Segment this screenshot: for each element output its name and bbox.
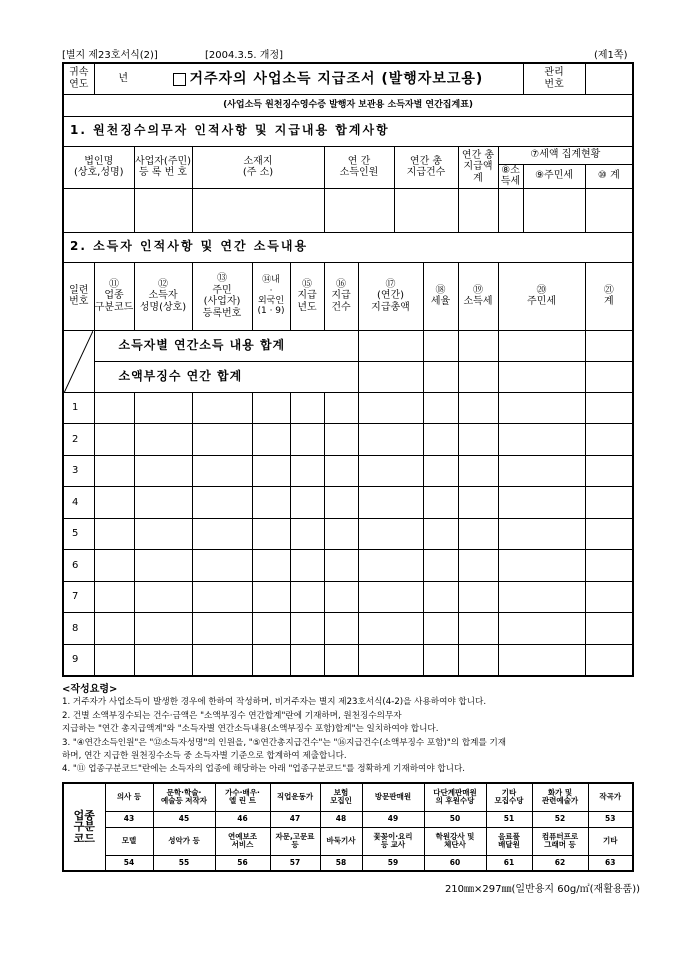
code-number: 57 xyxy=(270,855,320,871)
row-input-cell[interactable] xyxy=(585,581,633,613)
row-input-cell[interactable] xyxy=(324,581,358,613)
sum-row-resident-tax[interactable] xyxy=(498,330,585,361)
year-unit: 년 xyxy=(118,73,128,84)
page-number: (제1쪽) xyxy=(594,50,628,61)
small-sum-total[interactable] xyxy=(358,361,423,392)
table-row xyxy=(63,644,633,676)
table-row xyxy=(63,613,633,645)
row-input-cell[interactable] xyxy=(94,644,134,676)
sum-row-rate[interactable] xyxy=(423,330,458,361)
s1-col-income-tax: ⑧소득세 xyxy=(498,164,523,188)
code-name: 성악가 등 xyxy=(153,827,215,855)
code-number: 56 xyxy=(215,855,270,871)
mgmt-label xyxy=(523,63,585,94)
row-input-cell[interactable] xyxy=(290,518,324,550)
row-input-cell[interactable] xyxy=(290,392,324,424)
instructions xyxy=(62,683,642,777)
code-name: 바둑기사 xyxy=(320,827,362,855)
instruction-line: 지급하는 "연간 총지급액계"와 "소득자별 연간소득내용(소액부징수 포함)합계"는 일치하여야 합니다. xyxy=(62,724,439,735)
code-number: 45 xyxy=(153,811,215,827)
industry-code-table xyxy=(62,782,634,872)
form-id: [별지 제23호서식(2)] xyxy=(62,50,158,61)
row-input-cell[interactable] xyxy=(94,550,134,582)
s1-col-address: 소재지 (주 소) xyxy=(192,146,324,188)
row-input-cell[interactable] xyxy=(423,392,458,424)
code-name: 연예보조 서비스 xyxy=(215,827,270,855)
row-number: 2 xyxy=(63,424,94,456)
row-input-cell[interactable] xyxy=(192,581,252,613)
row-input-cell[interactable] xyxy=(252,581,290,613)
s1-tax-group: ⑦세액 집계현황 xyxy=(498,146,633,164)
code-number: 52 xyxy=(532,811,588,827)
row-input-cell[interactable] xyxy=(423,455,458,487)
row-input-cell[interactable] xyxy=(358,644,423,676)
s2-col-income-tax: ⑲ 소득세 xyxy=(458,262,498,330)
code-number: 49 xyxy=(362,811,424,827)
row-input-cell[interactable] xyxy=(192,487,252,519)
code-number: 62 xyxy=(532,855,588,871)
row-input-cell[interactable] xyxy=(134,581,192,613)
row-input-cell[interactable] xyxy=(498,487,585,519)
year-label xyxy=(63,63,94,94)
row-input-cell[interactable] xyxy=(585,644,633,676)
checkbox-icon[interactable] xyxy=(173,73,186,86)
row-number: 9 xyxy=(63,644,94,676)
code-name: 다단계판매원 의 후원수당 xyxy=(424,783,486,811)
sum-row-label: 소득자별 연간소득 내용 합계 xyxy=(94,330,358,361)
paper-spec: 210㎜×297㎜(일반용지 60g/㎡(재활용품)) xyxy=(444,884,640,895)
row-input-cell[interactable] xyxy=(498,424,585,456)
row-input-cell[interactable] xyxy=(94,581,134,613)
instructions-title: <작성요령> xyxy=(62,684,118,695)
code-number: 58 xyxy=(320,855,362,871)
s1-input-regno[interactable] xyxy=(134,188,192,232)
code-name: 자문,고문료 등 xyxy=(270,827,320,855)
row-input-cell[interactable] xyxy=(458,487,498,519)
row-input-cell[interactable] xyxy=(252,644,290,676)
code-name: 꽃꽂이·요리 등 교사 xyxy=(362,827,424,855)
small-sum-rate[interactable] xyxy=(423,361,458,392)
row-input-cell[interactable] xyxy=(290,550,324,582)
row-input-cell[interactable] xyxy=(192,392,252,424)
s1-data-row xyxy=(63,188,633,232)
row-input-cell[interactable] xyxy=(94,613,134,645)
instruction-line: 1. 거주자가 사업소득이 발생한 경우에 한하여 작성하며, 비거주자는 별지 제23호서식(4-2)을 사용하여야 합니다. xyxy=(62,697,487,708)
row-input-cell[interactable] xyxy=(423,644,458,676)
form-subtitle: (사업소득 원천징수영수증 발행자 보관용 소득자별 연간집계표) xyxy=(63,94,633,116)
code-name: 방문판매원 xyxy=(362,783,424,811)
year-label-1: 귀속 xyxy=(69,67,89,79)
s2-header-row xyxy=(63,262,633,330)
mgmt-label-2: 번호 xyxy=(544,78,564,90)
row-input-cell[interactable] xyxy=(458,455,498,487)
s1-input-resident-tax[interactable] xyxy=(523,188,585,232)
row-input-cell[interactable] xyxy=(94,455,134,487)
mgmt-label-1: 관리 xyxy=(544,67,564,79)
s1-col-regno: 사업자(주민) 등 록 번 호 xyxy=(134,146,192,188)
code-name: 기타 xyxy=(588,827,633,855)
row-input-cell[interactable] xyxy=(458,424,498,456)
row-input-cell[interactable] xyxy=(94,424,134,456)
s2-col-tax-rate: ⑱ 세율 xyxy=(423,262,458,330)
code-name: 의사 등 xyxy=(105,783,153,811)
row-input-cell[interactable] xyxy=(585,392,633,424)
s1-col-company: 법인명 (상호,성명) xyxy=(63,146,134,188)
instruction-line: 2. 건별 소액부징수되는 건수·금액은 "소액부징수 연간합계"란에 기재하며, 원천징수의무자 xyxy=(62,710,402,721)
s2-col-pay-count: ⑯ 지급 건수 xyxy=(324,262,358,330)
sum-row-tax-total[interactable] xyxy=(585,330,633,361)
row-input-cell[interactable] xyxy=(252,518,290,550)
row-input-cell[interactable] xyxy=(252,550,290,582)
row-input-cell[interactable] xyxy=(252,455,290,487)
row-input-cell[interactable] xyxy=(192,455,252,487)
code-number: 53 xyxy=(588,811,633,827)
row-input-cell[interactable] xyxy=(192,424,252,456)
small-sum-tax-total[interactable] xyxy=(585,361,633,392)
row-input-cell[interactable] xyxy=(458,518,498,550)
row-input-cell[interactable] xyxy=(134,644,192,676)
row-input-cell[interactable] xyxy=(358,455,423,487)
row-input-cell[interactable] xyxy=(358,518,423,550)
row-input-cell[interactable] xyxy=(585,613,633,645)
s2-col-nationality: ⑭내 · 외국인 (1 · 9) xyxy=(252,262,290,330)
mgmt-number-input[interactable] xyxy=(585,63,633,94)
row-input-cell[interactable] xyxy=(324,613,358,645)
year-label-2: 연도 xyxy=(69,78,89,90)
code-number: 51 xyxy=(486,811,532,827)
code-name: 음료품 배달원 xyxy=(486,827,532,855)
diagonal-cell xyxy=(63,330,94,392)
code-name: 작곡가 xyxy=(588,783,633,811)
row-input-cell[interactable] xyxy=(252,424,290,456)
sum-row-income-tax[interactable] xyxy=(458,330,498,361)
row-number: 3 xyxy=(63,455,94,487)
row-input-cell[interactable] xyxy=(458,644,498,676)
row-input-cell[interactable] xyxy=(94,392,134,424)
row-input-cell[interactable] xyxy=(290,487,324,519)
row-input-cell[interactable] xyxy=(458,392,498,424)
row-input-cell[interactable] xyxy=(134,550,192,582)
form-title: 거주자의 사업소득 지급조서 (발행자보고용) xyxy=(189,70,484,87)
row-input-cell[interactable] xyxy=(358,487,423,519)
revision-date: [2004.3.5. 개정] xyxy=(205,50,284,61)
row-input-cell[interactable] xyxy=(423,487,458,519)
title-cell xyxy=(134,63,523,94)
s1-col-payment-count: 연간 총 지급건수 xyxy=(394,146,458,188)
table-row xyxy=(63,455,633,487)
code-name: 기타 모집수당 xyxy=(486,783,532,811)
row-input-cell[interactable] xyxy=(458,613,498,645)
row-input-cell[interactable] xyxy=(324,487,358,519)
s1-input-company[interactable] xyxy=(63,188,134,232)
row-input-cell[interactable] xyxy=(252,392,290,424)
s2-col-serial: 일련 번호 xyxy=(63,262,94,330)
industry-code-label: 업종 구분 코드 xyxy=(63,783,105,871)
table-row xyxy=(63,581,633,613)
code-name: 직업운동가 xyxy=(270,783,320,811)
s1-col-resident-tax: ⑨주민세 xyxy=(523,164,585,188)
row-input-cell[interactable] xyxy=(134,518,192,550)
s2-col-regno: ⑬ 주민 (사업자) 등록번호 xyxy=(192,262,252,330)
s1-col-payment-total: 연간 총 지급액 계 xyxy=(458,146,498,188)
instruction-line: 4. "⑪ 업종구분코드"란에는 소득자의 업종에 해당하는 아래 "업종구분코드"를 정확하게 기재하여야 합니다. xyxy=(62,764,466,775)
row-input-cell[interactable] xyxy=(498,644,585,676)
row-input-cell[interactable] xyxy=(498,518,585,550)
s1-input-payment-count[interactable] xyxy=(394,188,458,232)
row-input-cell[interactable] xyxy=(423,518,458,550)
small-sum-income-tax[interactable] xyxy=(458,361,498,392)
instruction-line: 3. "④연간소득인원"은 "⑫소득자성명"의 인원을, "⑤연간총지급건수"는 "⑯지급건수(소액부징수 포함)"의 합계를 기재 xyxy=(62,737,507,748)
row-input-cell[interactable] xyxy=(498,581,585,613)
row-input-cell[interactable] xyxy=(134,424,192,456)
row-input-cell[interactable] xyxy=(134,455,192,487)
code-number: 59 xyxy=(362,855,424,871)
s2-col-pay-total: ⑰ (연간) 지급총액 xyxy=(358,262,423,330)
row-input-cell[interactable] xyxy=(423,424,458,456)
row-input-cell[interactable] xyxy=(252,487,290,519)
section1-heading: 1. 원천징수의무자 인적사항 및 지급내용 합계사항 xyxy=(63,116,633,146)
row-input-cell[interactable] xyxy=(458,550,498,582)
row-number: 4 xyxy=(63,487,94,519)
row-input-cell[interactable] xyxy=(290,581,324,613)
s1-input-tax-total[interactable] xyxy=(585,188,633,232)
table-row xyxy=(63,487,633,519)
row-input-cell[interactable] xyxy=(134,392,192,424)
instruction-line: 하며, 연간 지급한 원천징수소득 중 소득자별 기준으로 합계하여 제출합니다. xyxy=(62,751,347,762)
table-row xyxy=(63,518,633,550)
code-name: 컴퓨터프로 그래머 등 xyxy=(532,827,588,855)
row-input-cell[interactable] xyxy=(423,550,458,582)
row-number: 6 xyxy=(63,550,94,582)
table-row xyxy=(63,550,633,582)
code-number: 61 xyxy=(486,855,532,871)
code-name: 문학·학술· 예술등 저작자 xyxy=(153,783,215,811)
code-number: 48 xyxy=(320,811,362,827)
s1-col-tax-total: ⑩ 계 xyxy=(585,164,633,188)
row-input-cell[interactable] xyxy=(585,550,633,582)
s1-col-income-count: 연 간 소득인원 xyxy=(324,146,394,188)
row-input-cell[interactable] xyxy=(358,392,423,424)
row-number: 8 xyxy=(63,613,94,645)
main-form-table xyxy=(62,62,634,677)
row-input-cell[interactable] xyxy=(192,518,252,550)
row-input-cell[interactable] xyxy=(290,644,324,676)
row-input-cell[interactable] xyxy=(498,392,585,424)
row-input-cell[interactable] xyxy=(324,518,358,550)
row-input-cell[interactable] xyxy=(192,613,252,645)
sum-row-total[interactable] xyxy=(358,330,423,361)
row-input-cell[interactable] xyxy=(585,455,633,487)
s1-input-income-count[interactable] xyxy=(324,188,394,232)
table-row xyxy=(63,424,633,456)
code-name: 학원강사 및 체단사 xyxy=(424,827,486,855)
row-input-cell[interactable] xyxy=(94,518,134,550)
s1-input-payment-total[interactable] xyxy=(458,188,498,232)
code-number: 55 xyxy=(153,855,215,871)
s2-col-industry-code: ⑪ 업종 구분코드 xyxy=(94,262,134,330)
code-number: 43 xyxy=(105,811,153,827)
row-number: 7 xyxy=(63,581,94,613)
diagonal-line-icon xyxy=(64,331,93,393)
row-input-cell[interactable] xyxy=(498,455,585,487)
row-input-cell[interactable] xyxy=(358,424,423,456)
row-input-cell[interactable] xyxy=(324,424,358,456)
row-input-cell[interactable] xyxy=(585,518,633,550)
year-input[interactable] xyxy=(94,63,134,94)
row-input-cell[interactable] xyxy=(423,581,458,613)
row-input-cell[interactable] xyxy=(423,613,458,645)
code-number: 47 xyxy=(270,811,320,827)
s2-col-pay-year: ⑮ 지급 년도 xyxy=(290,262,324,330)
code-name: 모델 xyxy=(105,827,153,855)
s1-input-address[interactable] xyxy=(192,188,324,232)
row-input-cell[interactable] xyxy=(324,392,358,424)
row-input-cell[interactable] xyxy=(324,550,358,582)
row-input-cell[interactable] xyxy=(192,644,252,676)
s2-col-resident-tax: ⑳ 주민세 xyxy=(498,262,585,330)
row-input-cell[interactable] xyxy=(134,613,192,645)
row-input-cell[interactable] xyxy=(94,487,134,519)
code-name: 화가 및 관련예술가 xyxy=(532,783,588,811)
code-number: 60 xyxy=(424,855,486,871)
s1-input-income-tax[interactable] xyxy=(498,188,523,232)
row-input-cell[interactable] xyxy=(358,581,423,613)
small-sum-resident-tax[interactable] xyxy=(498,361,585,392)
code-name: 가수·배우· 엘 린 트 xyxy=(215,783,270,811)
row-input-cell[interactable] xyxy=(192,550,252,582)
code-name: 보험 모집인 xyxy=(320,783,362,811)
row-input-cell[interactable] xyxy=(324,455,358,487)
row-input-cell[interactable] xyxy=(585,487,633,519)
row-input-cell[interactable] xyxy=(290,613,324,645)
code-number: 46 xyxy=(215,811,270,827)
code-number: 54 xyxy=(105,855,153,871)
row-input-cell[interactable] xyxy=(358,550,423,582)
row-input-cell[interactable] xyxy=(358,613,423,645)
row-input-cell[interactable] xyxy=(290,424,324,456)
row-input-cell[interactable] xyxy=(324,644,358,676)
s2-col-name: ⑫ 소득자 성명(상호) xyxy=(134,262,192,330)
row-number: 5 xyxy=(63,518,94,550)
row-input-cell[interactable] xyxy=(498,550,585,582)
row-input-cell[interactable] xyxy=(134,487,192,519)
table-row xyxy=(63,392,633,424)
row-number: 1 xyxy=(63,392,94,424)
small-sum-label: 소액부징수 연간 합계 xyxy=(94,361,358,392)
section2-heading: 2. 소득자 인적사항 및 연간 소득내용 xyxy=(63,232,633,262)
code-number: 63 xyxy=(588,855,633,871)
code-number: 50 xyxy=(424,811,486,827)
row-input-cell[interactable] xyxy=(458,581,498,613)
s2-col-total: ㉑ 계 xyxy=(585,262,633,330)
row-input-cell[interactable] xyxy=(585,424,633,456)
row-input-cell[interactable] xyxy=(498,613,585,645)
row-input-cell[interactable] xyxy=(252,613,290,645)
row-input-cell[interactable] xyxy=(290,455,324,487)
